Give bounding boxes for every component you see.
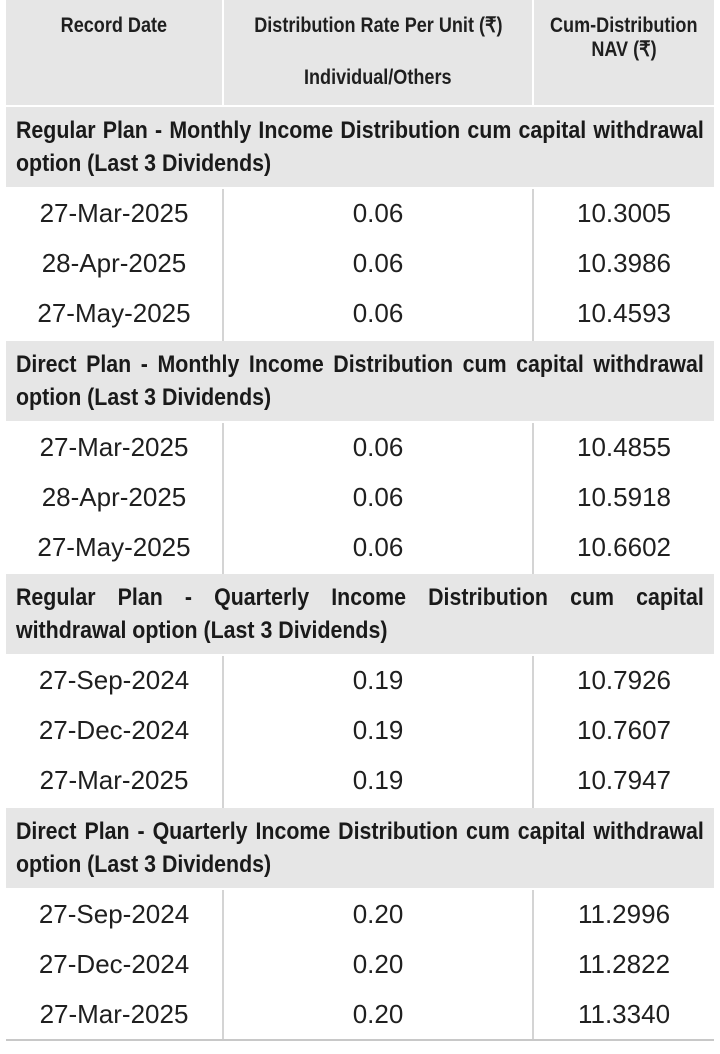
table-row (6, 939, 714, 990)
section-title-cell (6, 340, 714, 422)
header-individual-others-label: Individual/Others (304, 66, 452, 89)
section-title-cell (6, 573, 714, 655)
record-date-cell: 27-Mar-2025 (6, 188, 223, 239)
header-row (6, 0, 714, 106)
section-header-row (6, 807, 714, 889)
record-date-cell: 27-Sep-2024 (6, 655, 223, 706)
header-cum-distribution-nav (533, 0, 714, 106)
table-body (6, 106, 714, 1040)
section-header-row (6, 573, 714, 655)
table-row (6, 289, 714, 340)
header-distribution-rate-label: Distribution Rate Per Unit (₹) (253, 14, 503, 37)
section-title: Direct Plan - Quarterly Income Distribution cum capital withdrawal option (Last 3 Dividends) (16, 817, 704, 878)
cum-distribution-nav-cell: 11.2822 (577, 948, 671, 979)
table-row (6, 756, 714, 807)
header-nav-label: NAV (₹) (591, 38, 657, 61)
section-title: Regular Plan - Monthly Income Distribution cum capital withdrawal option (Last 3 Dividends) (16, 117, 704, 177)
table-header (6, 0, 714, 106)
distribution-rate-cell: 0.19 (223, 655, 533, 706)
header-record-date-label: Record Date (60, 14, 168, 37)
section-title-cell (6, 106, 714, 188)
distribution-rate-cell: 0.06 (223, 422, 533, 473)
record-date-cell: 28-Apr-2025 (6, 239, 223, 290)
record-date-cell: 28-Apr-2025 (6, 472, 223, 523)
cum-distribution-nav-cell: 10.4855 (577, 431, 671, 462)
table-row (6, 239, 714, 290)
cum-distribution-nav-cell: 11.2996 (577, 898, 671, 929)
distribution-rate-cell: 0.06 (223, 472, 533, 523)
distribution-table-container (6, 0, 720, 1041)
cum-distribution-nav-cell: 10.3005 (577, 198, 671, 229)
cum-distribution-nav-cell: 10.3986 (577, 248, 671, 279)
cum-distribution-nav-cell: 10.5918 (577, 481, 671, 512)
table-row (6, 655, 714, 706)
cum-distribution-nav-cell: 10.6602 (577, 531, 671, 562)
cum-distribution-nav-cell: 10.7926 (577, 665, 671, 696)
distribution-rate-cell: 0.06 (223, 289, 533, 340)
cum-distribution-nav-cell: 11.3340 (533, 990, 714, 1041)
table-row (6, 889, 714, 940)
section-title: Direct Plan - Monthly Income Distribution cum capital withdrawal option (Last 3 Dividends) (16, 350, 704, 411)
record-date-cell: 27-Sep-2024 (6, 889, 223, 940)
record-date-cell: 27-May-2025 (6, 289, 223, 340)
section-title-cell (6, 807, 714, 889)
distribution-rate-cell: 0.19 (223, 756, 533, 807)
distribution-rate-cell: 0.20 (223, 990, 533, 1041)
table-row (6, 523, 714, 574)
cum-distribution-nav-cell: 10.7947 (577, 765, 671, 796)
header-distribution-rate (223, 0, 533, 106)
distribution-rate-cell: 0.06 (223, 188, 533, 239)
cum-distribution-nav-cell: 10.4593 (577, 298, 671, 329)
record-date-cell: 27-Dec-2024 (6, 706, 223, 757)
distribution-rate-cell: 0.06 (223, 523, 533, 574)
table-row (6, 472, 714, 523)
header-cum-distribution-label: Cum-Distribution (550, 14, 698, 37)
section-header-row (6, 106, 714, 188)
cum-distribution-nav-cell: 10.7607 (577, 715, 671, 746)
table-row (6, 188, 714, 239)
header-record-date (6, 0, 223, 106)
distribution-rate-cell: 0.20 (223, 889, 533, 940)
distribution-history-table (6, 0, 714, 1041)
table-row (6, 990, 714, 1041)
record-date-cell: 27-Mar-2025 (6, 422, 223, 473)
section-header-row (6, 340, 714, 422)
distribution-rate-cell: 0.06 (223, 239, 533, 290)
record-date-cell: 27-May-2025 (6, 523, 223, 574)
table-row (6, 706, 714, 757)
record-date-cell: 27-Mar-2025 (6, 756, 223, 807)
distribution-rate-cell: 0.20 (223, 939, 533, 990)
table-row (6, 422, 714, 473)
section-title: Regular Plan - Quarterly Income Distribution cum capital withdrawal option (Last 3 Dividends) (16, 584, 704, 644)
record-date-cell: 27-Mar-2025 (6, 990, 223, 1041)
record-date-cell: 27-Dec-2024 (6, 939, 223, 990)
distribution-rate-cell: 0.19 (223, 706, 533, 757)
